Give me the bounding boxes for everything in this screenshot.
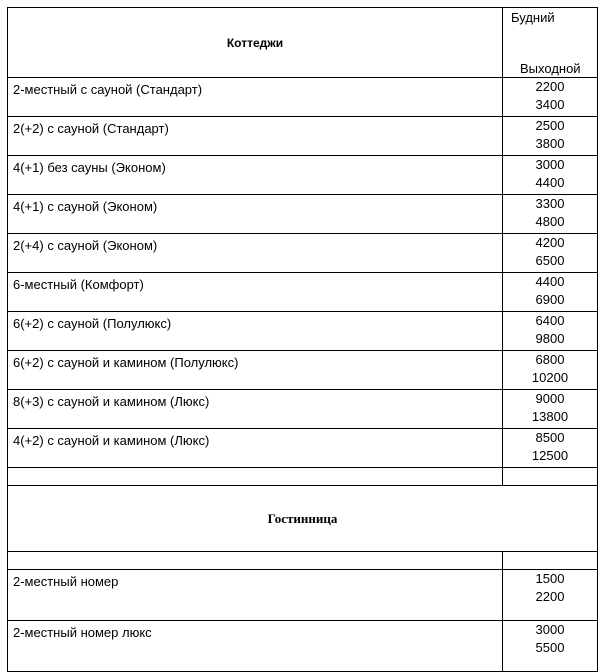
cottage-prices (503, 390, 598, 429)
weekend-price: 12500 (531, 448, 569, 463)
weekend-price: 2200 (535, 589, 565, 604)
weekend-price: 3800 (535, 136, 565, 151)
empty-cell (8, 468, 503, 486)
weekday-price: 1500 (535, 571, 565, 586)
cottage-name: 2(+4) с сауной (Эконом) (8, 234, 503, 273)
hotel-title: Гостинница (8, 486, 598, 552)
section-row (8, 486, 598, 552)
room-prices (503, 570, 598, 621)
weekday-price: 6800 (535, 352, 565, 367)
cottage-name: 2-местный с сауной (Стандарт) (8, 78, 503, 117)
table-row (8, 195, 598, 234)
weekday-price: 3000 (535, 157, 565, 172)
cottage-prices (503, 351, 598, 390)
cottages-title: Коттеджи (8, 8, 503, 78)
cottage-name: 4(+2) с сауной и камином (Люкс) (8, 429, 503, 468)
cottage-prices (503, 429, 598, 468)
table-row (8, 429, 598, 468)
table-row (8, 273, 598, 312)
table-row (8, 621, 598, 672)
weekday-price: 4400 (535, 274, 565, 289)
header-row (8, 8, 598, 78)
weekend-price: 6900 (535, 292, 565, 307)
cottage-name: 6(+2) с сауной (Полулюкс) (8, 312, 503, 351)
weekend-price: 9800 (535, 331, 565, 346)
table-row (8, 570, 598, 621)
weekend-price: 10200 (531, 370, 569, 385)
cottage-name: 6(+2) с сауной и камином (Полулюкс) (8, 351, 503, 390)
table-row (8, 312, 598, 351)
cottage-prices (503, 156, 598, 195)
cottage-prices (503, 312, 598, 351)
weekday-price: 2200 (535, 79, 565, 94)
weekday-price: 9000 (535, 391, 565, 406)
weekend-label: Выходной (520, 61, 581, 76)
price-table (7, 7, 598, 672)
weekend-price: 3400 (535, 97, 565, 112)
weekday-price: 3000 (535, 622, 565, 637)
cottage-prices (503, 117, 598, 156)
table-row (8, 117, 598, 156)
cottage-prices (503, 234, 598, 273)
table-row (8, 156, 598, 195)
empty-row (8, 468, 598, 486)
room-prices (503, 621, 598, 672)
cottage-name: 4(+1) с сауной (Эконом) (8, 195, 503, 234)
table-row (8, 351, 598, 390)
weekend-price: 4400 (535, 175, 565, 190)
weekend-price: 13800 (531, 409, 569, 424)
table-row (8, 390, 598, 429)
weekday-label: Будний (511, 10, 555, 25)
weekend-price: 4800 (535, 214, 565, 229)
table-row (8, 78, 598, 117)
weekday-price: 4200 (535, 235, 565, 250)
weekday-price: 8500 (535, 430, 565, 445)
price-column-header (503, 8, 598, 78)
cottage-name: 4(+1) без сауны (Эконом) (8, 156, 503, 195)
room-name: 2-местный номер (8, 570, 503, 621)
weekday-price: 2500 (535, 118, 565, 133)
empty-row (8, 552, 598, 570)
cottage-name: 2(+2) с сауной (Стандарт) (8, 117, 503, 156)
empty-cell (8, 552, 503, 570)
weekday-price: 3300 (535, 196, 565, 211)
table-row (8, 234, 598, 273)
room-name: 2-местный номер люкс (8, 621, 503, 672)
cottage-prices (503, 273, 598, 312)
cottage-prices (503, 195, 598, 234)
cottage-name: 8(+3) с сауной и камином (Люкс) (8, 390, 503, 429)
empty-cell (503, 552, 598, 570)
weekend-price: 5500 (535, 640, 565, 655)
weekday-price: 6400 (535, 313, 565, 328)
empty-cell (503, 468, 598, 486)
cottage-prices (503, 78, 598, 117)
weekend-price: 6500 (535, 253, 565, 268)
cottage-name: 6-местный (Комфорт) (8, 273, 503, 312)
